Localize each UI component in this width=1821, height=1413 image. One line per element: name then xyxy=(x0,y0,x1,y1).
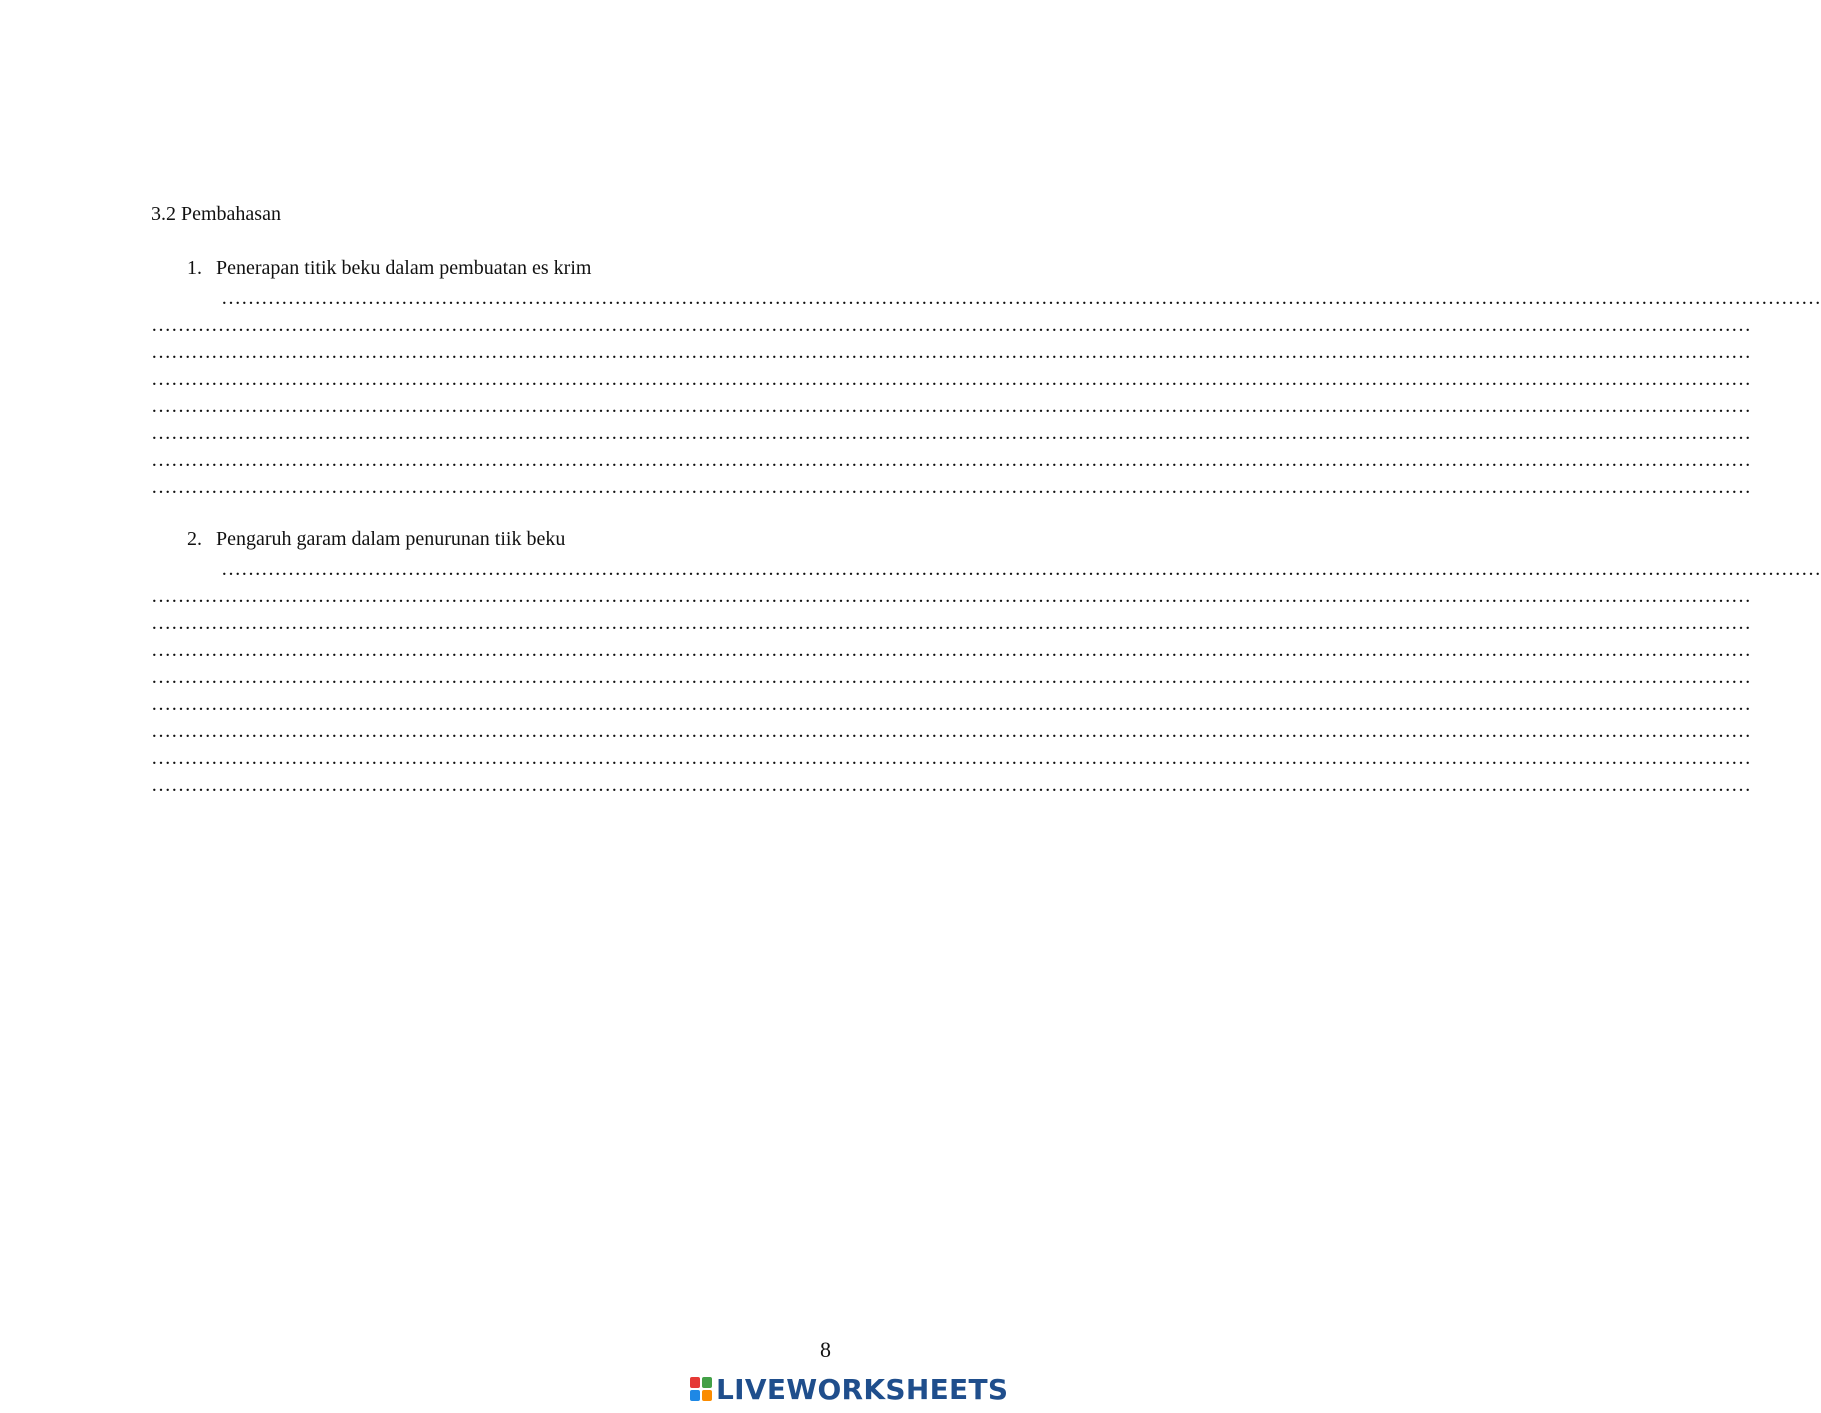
answer-line[interactable]: …………………………………………………………………………………………………………………………………………………………………………………………………………………… xyxy=(221,287,1821,309)
answer-line[interactable]: …………………………………………………………………………………………………………………………………………………………………………………………………………………… xyxy=(151,422,1751,444)
answer-line[interactable]: …………………………………………………………………………………………………………………………………………………………………………………………………………………… xyxy=(151,314,1751,336)
answer-line[interactable]: …………………………………………………………………………………………………………………………………………………………………………………………………………………… xyxy=(151,693,1751,715)
liveworksheets-logo xyxy=(690,1372,1008,1406)
logo-mark-letter xyxy=(702,1377,712,1388)
question-block-1 xyxy=(151,256,1821,506)
answer-line[interactable]: …………………………………………………………………………………………………………………………………………………………………………………………………………………… xyxy=(151,774,1751,796)
question-text-2: Pengaruh garam dalam penurunan tiik beku xyxy=(216,528,566,550)
logo-text: LIVEWORKSHEETS xyxy=(716,1372,1009,1406)
answer-line[interactable]: …………………………………………………………………………………………………………………………………………………………………………………………………………………… xyxy=(151,639,1751,661)
answer-line[interactable]: …………………………………………………………………………………………………………………………………………………………………………………………………………………… xyxy=(151,720,1751,742)
logo-mark-letter xyxy=(690,1390,700,1401)
logo-mark-letter xyxy=(690,1377,700,1388)
answer-line[interactable]: …………………………………………………………………………………………………………………………………………………………………………………………………………………… xyxy=(151,476,1751,498)
question-number-2: 2. xyxy=(187,528,202,550)
logo-mark-icon xyxy=(690,1377,712,1401)
question-title-1 xyxy=(187,256,591,280)
section-heading: 3.2 Pembahasan xyxy=(151,203,281,225)
question-title-2 xyxy=(187,527,565,551)
answer-line[interactable]: …………………………………………………………………………………………………………………………………………………………………………………………………………………… xyxy=(151,368,1751,390)
answer-line[interactable]: …………………………………………………………………………………………………………………………………………………………………………………………………………………… xyxy=(151,395,1751,417)
answer-line[interactable]: …………………………………………………………………………………………………………………………………………………………………………………………………………………… xyxy=(221,558,1821,580)
page-number: 8 xyxy=(820,1337,831,1362)
answer-line[interactable]: …………………………………………………………………………………………………………………………………………………………………………………………………………………… xyxy=(151,449,1751,471)
answer-line[interactable]: …………………………………………………………………………………………………………………………………………………………………………………………………………………… xyxy=(151,747,1751,769)
answer-line[interactable]: …………………………………………………………………………………………………………………………………………………………………………………………………………………… xyxy=(151,585,1751,607)
question-number-1: 1. xyxy=(187,257,202,279)
answer-line[interactable]: …………………………………………………………………………………………………………………………………………………………………………………………………………………… xyxy=(151,612,1751,634)
question-block-2 xyxy=(151,527,1821,807)
question-text-1: Penerapan titik beku dalam pembuatan es krim xyxy=(216,257,592,279)
answer-line[interactable]: …………………………………………………………………………………………………………………………………………………………………………………………………………………… xyxy=(151,666,1751,688)
logo-mark-letter xyxy=(702,1390,712,1401)
answer-line[interactable]: …………………………………………………………………………………………………………………………………………………………………………………………………………………… xyxy=(151,341,1751,363)
